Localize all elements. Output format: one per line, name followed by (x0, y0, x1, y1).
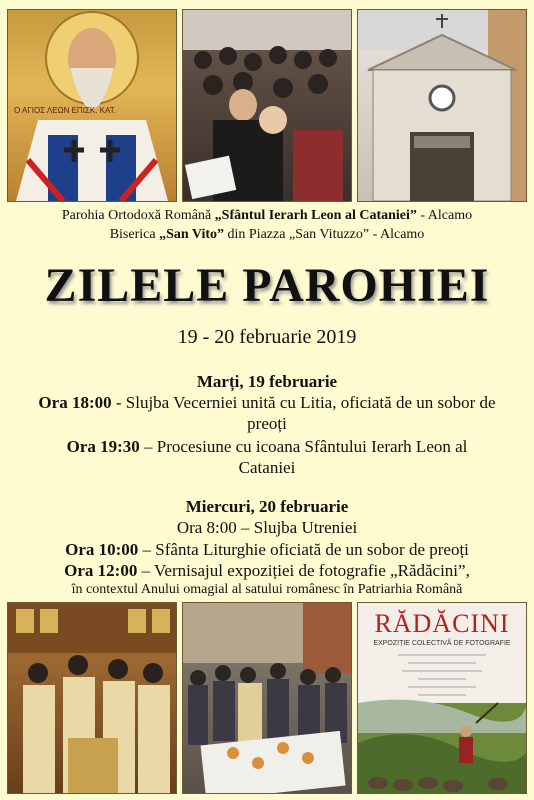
exhibition-crowd-photo (182, 602, 352, 794)
day2-item-3: Ora 12:00 – Vernisajul expoziției de fotografie „Rădăcini”, (64, 561, 470, 580)
day1-item-2-cont: Cataniei (238, 458, 296, 477)
saint-icon-image (7, 9, 177, 202)
parish-line (0, 208, 534, 224)
congregation-photo (182, 9, 352, 202)
church-name: „San Vito” (159, 227, 225, 242)
day2-item-4: în contextul Anului omagial al satului românesc în Patriarhia Română (71, 582, 463, 597)
icon-inscription: Ο ΑΓΙΟΣ ΛΕΩΝ ΕΠΙΣΚ. ΚΑΤ. (14, 106, 116, 115)
church-line (0, 227, 534, 243)
day1-item-1-cont: preoți (247, 414, 287, 433)
parish-line-pre: Parohia Ortodoxă Română (61, 208, 215, 223)
event-dates: 19 - 20 februarie 2019 (177, 326, 357, 348)
church-line-mid: din Piazza „San Vituzzo” - Alcamo (224, 227, 425, 242)
page-title: ZILELE PAROHIEI (44, 259, 490, 312)
church-facade-photo (357, 9, 527, 202)
clergy-service-photo (7, 602, 177, 794)
parish-line-post: - Alcamo (416, 208, 473, 223)
parish-name: „Sfântul Ierarh Leon al Cataniei” (214, 208, 417, 223)
day2-heading: Miercuri, 20 februarie (185, 497, 349, 516)
exhibition-poster-image (357, 602, 527, 794)
day2-item-2: Ora 10:00 – Sfânta Liturghie oficiată de un sobor de preoți (65, 540, 469, 559)
poster-subtitle: EXPOZIȚIE COLECTIVĂ DE FOTOGRAFIE (373, 640, 511, 647)
church-line-pre: Biserica (109, 227, 160, 242)
day1-item-2: Ora 19:30 – Procesiune cu icoana Sfântului Ierarh Leon al (66, 437, 468, 456)
day1-item-1: Ora 18:00 - Slujba Vecerniei unită cu Litia, oficiată de un sobor de (38, 393, 496, 412)
day1-heading: Marți, 19 februarie (196, 372, 338, 391)
day2-item-1: Ora 8:00 – Slujba Utreniei (176, 518, 358, 537)
poster-title: RĂDĂCINI (374, 609, 510, 638)
